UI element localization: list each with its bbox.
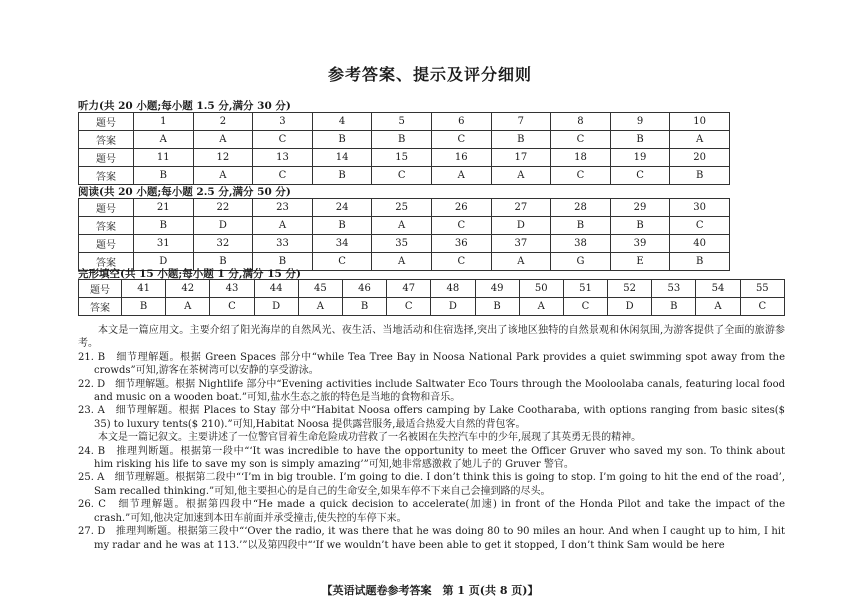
table-cell: A bbox=[166, 298, 210, 316]
table-cell: 30 bbox=[670, 199, 730, 217]
table-cell: 41 bbox=[122, 280, 166, 298]
table-cell: 45 bbox=[298, 280, 342, 298]
table-cell: 43 bbox=[210, 280, 254, 298]
table-cell: B bbox=[122, 298, 166, 316]
table-cell: C bbox=[210, 298, 254, 316]
table-cell: B bbox=[134, 217, 194, 235]
table-row bbox=[79, 131, 730, 149]
table-cell: C bbox=[610, 167, 670, 185]
table-cell: D bbox=[491, 217, 551, 235]
page-footer: 【英语试题卷参考答案 第 1 页(共 8 页)】 bbox=[321, 584, 539, 597]
table-cell: C bbox=[551, 167, 611, 185]
table-cell: 16 bbox=[431, 149, 491, 167]
table-cell: 39 bbox=[610, 235, 670, 253]
table-cell: 53 bbox=[652, 280, 696, 298]
table-cell: 38 bbox=[551, 235, 611, 253]
table-cell: 11 bbox=[134, 149, 194, 167]
explanation-paragraph: 24. B 推理判断题。根据第一段中“‘It was incredible to have the opportunity to meet the Officer Gruver who saved my son. To think about him risking his life to save my son is simply amazing’”可知,她非常感激救了她儿子的 Gruver 警官。 bbox=[78, 445, 785, 471]
table-cell: 33 bbox=[253, 235, 313, 253]
table-cell: C bbox=[740, 298, 784, 316]
explanation-paragraph: 本文是一篇记叙文。主要讲述了一位警官冒着生命危险成功营救了一名被困在失控汽车中的少年,展现了其英勇无畏的精神。 bbox=[98, 432, 642, 444]
table-cell: 35 bbox=[372, 235, 432, 253]
table-cell: 18 bbox=[551, 149, 611, 167]
table-cell: 14 bbox=[312, 149, 372, 167]
explanation-paragraph: 21. B 细节理解题。根据 Green Spaces 部分中“while Tea Tree Bay in Noosa National Park provides a quiet swimming spot away from the crowds”可知,游客在茶树湾可以安静的享受游泳。 bbox=[78, 351, 785, 377]
table-cell: 17 bbox=[491, 149, 551, 167]
table-cell: B bbox=[342, 298, 386, 316]
table-cell: 7 bbox=[491, 113, 551, 131]
table-cell: A bbox=[519, 298, 563, 316]
table-cell: 12 bbox=[193, 149, 253, 167]
table-cell: 48 bbox=[431, 280, 475, 298]
table-cell: 25 bbox=[372, 199, 432, 217]
table-cell: D bbox=[254, 298, 298, 316]
table-cell: D bbox=[608, 298, 652, 316]
table-cell: 55 bbox=[740, 280, 784, 298]
row-label: 题号 bbox=[79, 235, 134, 253]
table-cell: B bbox=[312, 167, 372, 185]
table-cell: A bbox=[372, 217, 432, 235]
explanation-paragraph: 23. A 细节理解题。根据 Places to Stay 部分中“Habitat Noosa offers camping by Lake Cootharaba, with options ranging from basic sites($ 35) to luxury tents($ 210).”可知,Habitat Noosa 提供露营服务,最适合热爱大自然的背包客。 bbox=[78, 405, 785, 430]
table-cell: D bbox=[134, 253, 194, 271]
table-cell: 29 bbox=[610, 199, 670, 217]
table-cell: E bbox=[610, 253, 670, 271]
table-cell: C bbox=[312, 253, 372, 271]
table-cell: D bbox=[431, 298, 475, 316]
row-label: 题号 bbox=[79, 149, 134, 167]
explanation-paragraph: 22. D 细节理解题。根据 Nightlife 部分中“Evening activities include Saltwater Eco Tours through the Mooloolaba canals, featuring local food and music on a wooden boat.”可知,盐水生态之旅的特色是当地的食物和音乐。 bbox=[78, 378, 785, 404]
table-cell: 10 bbox=[670, 113, 730, 131]
table-cell: C bbox=[253, 131, 313, 149]
table-cell: 36 bbox=[431, 235, 491, 253]
table-cell: 8 bbox=[551, 113, 611, 131]
table-row bbox=[79, 298, 785, 316]
table-cell: 3 bbox=[253, 113, 313, 131]
table-cell: 4 bbox=[312, 113, 372, 131]
table-cell: 22 bbox=[193, 199, 253, 217]
table-cell: A bbox=[134, 131, 194, 149]
table-cell: 52 bbox=[608, 280, 652, 298]
table-cell: C bbox=[431, 131, 491, 149]
table-cell: 51 bbox=[563, 280, 607, 298]
row-label: 答案 bbox=[79, 167, 134, 185]
table-cell: A bbox=[491, 253, 551, 271]
table-cell: B bbox=[670, 253, 730, 271]
explanation-text bbox=[78, 324, 785, 552]
reading-header: 阅读(共 20 小题;每小题 2.5 分,满分 50 分) bbox=[78, 186, 291, 198]
table-cell: B bbox=[610, 131, 670, 149]
cloze-header: 完形填空(共 15 小题;每小题 1 分,满分 15 分) bbox=[78, 268, 301, 280]
table-cell: A bbox=[253, 217, 313, 235]
table-cell: 37 bbox=[491, 235, 551, 253]
table-cell: 50 bbox=[519, 280, 563, 298]
table-cell: 1 bbox=[134, 113, 194, 131]
table-cell: B bbox=[652, 298, 696, 316]
table-cell: 23 bbox=[253, 199, 313, 217]
table-cell: B bbox=[312, 131, 372, 149]
table-cell: D bbox=[193, 217, 253, 235]
table-cell: 19 bbox=[610, 149, 670, 167]
table-cell: 15 bbox=[372, 149, 432, 167]
table-cell: C bbox=[431, 217, 491, 235]
table-cell: 13 bbox=[253, 149, 313, 167]
row-label: 答案 bbox=[79, 131, 134, 149]
table-row bbox=[79, 235, 730, 253]
table-row bbox=[79, 113, 730, 131]
table-cell: A bbox=[372, 253, 432, 271]
table-cell: A bbox=[193, 131, 253, 149]
table-cell: C bbox=[431, 253, 491, 271]
row-label: 答案 bbox=[79, 298, 122, 316]
table-cell: 32 bbox=[193, 235, 253, 253]
table-cell: 46 bbox=[342, 280, 386, 298]
table-row bbox=[79, 167, 730, 185]
explanation-paragraph: 本文是一篇应用文。主要介绍了阳光海岸的自然风光、夜生活、当地活动和住宿选择,突出了该地区独特的自然景观和休闲氛围,为游客提供了全面的旅游参考。 bbox=[78, 325, 785, 350]
listening-header: 听力(共 20 小题;每小题 1.5 分,满分 30 分) bbox=[78, 100, 291, 112]
table-cell: B bbox=[670, 167, 730, 185]
row-label: 题号 bbox=[79, 280, 122, 298]
table-cell: 6 bbox=[431, 113, 491, 131]
table-cell: 42 bbox=[166, 280, 210, 298]
table-cell: 5 bbox=[372, 113, 432, 131]
table-cell: B bbox=[551, 217, 611, 235]
table-cell: A bbox=[670, 131, 730, 149]
table-cell: B bbox=[610, 217, 670, 235]
table-row bbox=[79, 199, 730, 217]
table-row bbox=[79, 280, 785, 298]
table-cell: 54 bbox=[696, 280, 740, 298]
table-cell: A bbox=[431, 167, 491, 185]
table-cell: 47 bbox=[387, 280, 431, 298]
table-cell: 31 bbox=[134, 235, 194, 253]
row-label: 题号 bbox=[79, 113, 134, 131]
table-cell: 49 bbox=[475, 280, 519, 298]
table-cell: C bbox=[670, 217, 730, 235]
table-cell: 27 bbox=[491, 199, 551, 217]
table-cell: B bbox=[134, 167, 194, 185]
table-cell: 26 bbox=[431, 199, 491, 217]
table-cell: C bbox=[253, 167, 313, 185]
table-cell: A bbox=[696, 298, 740, 316]
listening-table bbox=[78, 112, 730, 185]
row-label: 题号 bbox=[79, 199, 134, 217]
table-cell: 21 bbox=[134, 199, 194, 217]
explanation-paragraph: 26. C 细节理解题。根据第四段中“He made a quick decision to accelerate(加速) in front of the Honda Pilot and take the impact of the crash.”可知,他决定加速到本田车前面并承受撞击,使失控的车停下来。 bbox=[78, 499, 785, 524]
cloze-table bbox=[78, 279, 785, 316]
row-label: 答案 bbox=[79, 217, 134, 235]
row-label: 答案 bbox=[79, 253, 134, 271]
table-cell: 34 bbox=[312, 235, 372, 253]
table-cell: B bbox=[253, 253, 313, 271]
table-row bbox=[79, 217, 730, 235]
table-cell: A bbox=[298, 298, 342, 316]
reading-table bbox=[78, 198, 730, 271]
table-cell: 24 bbox=[312, 199, 372, 217]
table-cell: 44 bbox=[254, 280, 298, 298]
table-cell: 20 bbox=[670, 149, 730, 167]
table-cell: C bbox=[372, 167, 432, 185]
explanation-paragraph: 27. D 推理判断题。根据第三段中“‘Over the radio, it was there that he was doing 80 to 90 miles an hour. And when I caught up to him, I hit my radar and he was at 113.’”以及第四段中“‘If we wouldn’t have been able to get it stopped, I don’t think Sam would be here bbox=[78, 526, 785, 551]
table-cell: G bbox=[551, 253, 611, 271]
table-cell: 28 bbox=[551, 199, 611, 217]
table-cell: B bbox=[491, 131, 551, 149]
table-cell: C bbox=[551, 131, 611, 149]
table-cell: B bbox=[193, 253, 253, 271]
table-cell: 40 bbox=[670, 235, 730, 253]
table-cell: 2 bbox=[193, 113, 253, 131]
table-cell: C bbox=[563, 298, 607, 316]
table-cell: B bbox=[372, 131, 432, 149]
explanation-paragraph: 25. A 细节理解题。根据第二段中“‘I’m in big trouble. I’m going to die. I don’t think this is going to stop. I’m going to hit the end of the road’, Sam recalled thinking.”可知,他主要担心的是自己的生命安全,如果车停不下来自己会撞到路的尽头。 bbox=[78, 472, 785, 497]
page-title: 参考答案、提示及评分细则 bbox=[327, 65, 532, 84]
table-cell: A bbox=[491, 167, 551, 185]
table-row bbox=[79, 149, 730, 167]
table-cell: A bbox=[193, 167, 253, 185]
table-cell: C bbox=[387, 298, 431, 316]
table-cell: 9 bbox=[610, 113, 670, 131]
table-cell: B bbox=[312, 217, 372, 235]
table-cell: B bbox=[475, 298, 519, 316]
